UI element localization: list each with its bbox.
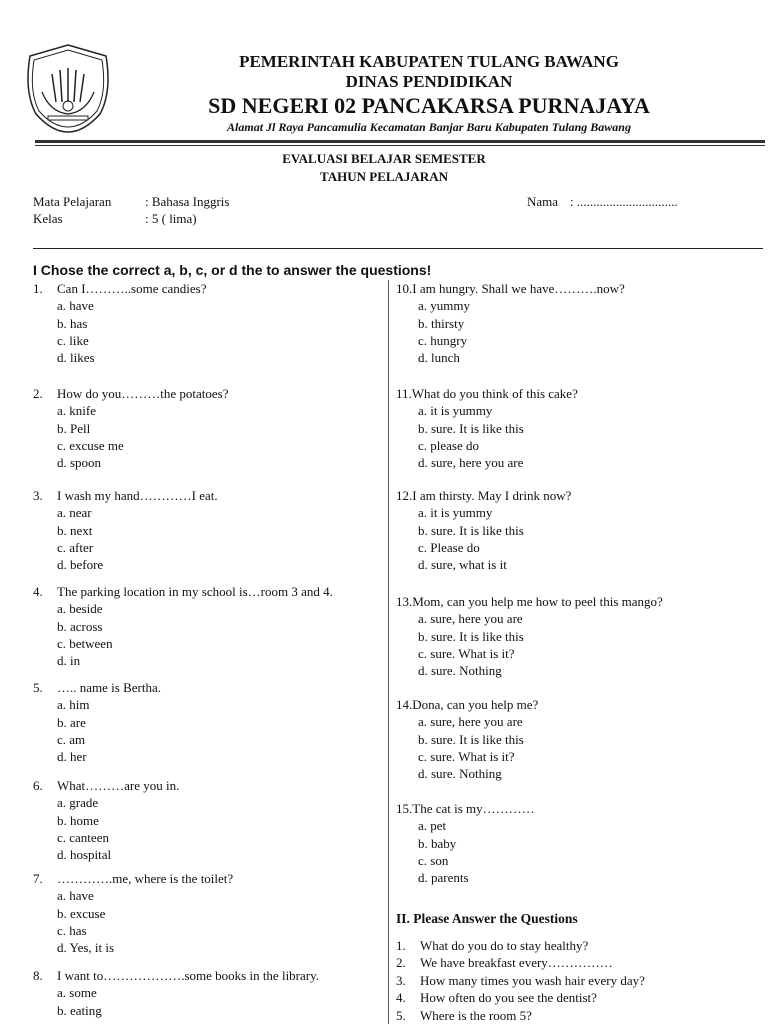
question-12 (396, 487, 571, 573)
essay-question (396, 972, 645, 989)
essay-question (396, 937, 588, 954)
question-text: The parking location in my school is…room 3 and 4. (57, 584, 333, 599)
question-number: 11. (396, 386, 412, 401)
answer-option[interactable]: b. home (57, 812, 99, 828)
subject-value: : Bahasa Inggris (145, 194, 230, 209)
answer-option[interactable]: d. sure. Nothing (418, 663, 502, 679)
class-value: : 5 ( lima) (145, 211, 197, 226)
section-1-heading: I Chose the correct a, b, c, or d the to answer the questions! (33, 262, 432, 278)
question-3 (33, 487, 218, 573)
answer-option[interactable]: c. sure. What is it? (418, 645, 515, 661)
question-number: 14. (396, 697, 413, 712)
answer-option[interactable]: a. yummy (418, 298, 470, 314)
header-address: Alamat Jl Raya Pancamulia Kecamatan Banjar Baru Kabupaten Tulang Bawang (227, 120, 631, 134)
question-number: 6. (33, 778, 43, 793)
answer-option[interactable]: d. hospital (57, 847, 112, 863)
question-stem (396, 280, 625, 297)
question-stem (33, 487, 218, 504)
question-text: The cat is my………… (412, 801, 535, 816)
question-text: How do you………the potatoes? (57, 386, 229, 401)
answer-option[interactable]: c. between (57, 635, 113, 651)
question-text: I am thirsty. May I drink now? (412, 488, 572, 503)
answer-option[interactable]: b. sure. It is like this (418, 522, 524, 538)
question-stem (396, 385, 578, 402)
question-number: 12. (396, 488, 413, 503)
answer-option[interactable]: d. lunch (418, 350, 460, 366)
question-text: I wash my hand…………I eat. (57, 488, 218, 503)
answer-option[interactable]: b. are (57, 714, 86, 730)
question-7 (33, 870, 233, 956)
question-5 (33, 679, 161, 765)
question-text: Mom, can you help me how to peel this mango? (412, 594, 663, 609)
question-stem (396, 593, 663, 610)
essay-text: How often do you see the dentist? (420, 990, 597, 1006)
answer-option[interactable]: c. am (57, 731, 86, 747)
answer-option[interactable]: b. excuse (57, 905, 106, 921)
subject-label: Mata Pelajaran (33, 194, 112, 209)
class-label: Kelas (33, 211, 63, 226)
question-stem (396, 487, 571, 504)
question-text: What………are you in. (57, 778, 180, 793)
answer-option[interactable]: c. canteen (57, 829, 109, 845)
header-department: DINAS PENDIDIKAN (345, 72, 513, 91)
answer-option[interactable]: a. near (57, 505, 92, 521)
essay-text: We have breakfast every…………… (420, 955, 613, 971)
answer-option[interactable]: c. Please do (418, 539, 480, 555)
answer-option[interactable]: c. like (57, 332, 89, 348)
answer-option[interactable]: b. sure. It is like this (418, 628, 524, 644)
answer-option[interactable]: a. pet (418, 818, 447, 834)
question-text: ….. name is Bertha. (57, 680, 161, 695)
answer-option[interactable]: a. knife (57, 403, 96, 419)
question-number: 15. (396, 801, 413, 816)
question-text: ………….me, where is the toilet? (57, 871, 234, 886)
question-number: 13. (396, 594, 413, 609)
question-text: Can I………..some candies? (57, 281, 207, 296)
answer-option[interactable]: c. hungry (418, 332, 468, 348)
section-2-heading: II. Please Answer the Questions (396, 911, 578, 926)
essay-question (396, 954, 613, 971)
answer-option[interactable]: a. sure, here you are (418, 611, 523, 627)
answer-option[interactable]: c. has (57, 922, 87, 938)
answer-option[interactable]: c. sure. What is it? (418, 748, 515, 764)
answer-option[interactable]: c. please do (418, 437, 480, 453)
question-4 (33, 583, 333, 669)
question-stem (396, 800, 535, 817)
info-divider (33, 248, 763, 249)
essay-text: What do you do to stay healthy? (420, 938, 589, 953)
answer-option[interactable]: b. Pell (57, 420, 91, 436)
answer-option[interactable]: a. have (57, 298, 94, 314)
answer-option[interactable]: d. Yes, it is (57, 940, 115, 956)
answer-option[interactable]: b. next (57, 522, 93, 538)
question-6 (33, 777, 179, 863)
question-15 (396, 800, 535, 886)
answer-option[interactable]: c. after (57, 539, 94, 555)
answer-option[interactable]: c. excuse me (57, 437, 124, 453)
header-government: PEMERINTAH KABUPATEN TULANG BAWANG (239, 52, 619, 71)
question-stem (33, 967, 319, 984)
column-divider (388, 280, 389, 1024)
essay-number: 2. (396, 955, 406, 971)
question-stem (33, 679, 161, 696)
answer-option[interactable]: d. sure, here you are (418, 455, 524, 471)
answer-option[interactable]: a. it is yummy (418, 505, 493, 521)
question-text: What do you think of this cake? (411, 386, 578, 401)
question-stem (33, 385, 229, 402)
essay-number: 4. (396, 990, 406, 1006)
essay-number: 1. (396, 938, 406, 953)
exam-title: EVALUASI BELAJAR SEMESTER (282, 151, 486, 166)
question-text: Dona, can you help me? (412, 697, 539, 712)
answer-option[interactable]: a. sure, here you are (418, 714, 523, 730)
question-number: 8. (33, 968, 43, 983)
answer-option[interactable]: d. before (57, 557, 104, 573)
essay-number: 5. (396, 1007, 406, 1023)
question-2 (33, 385, 229, 471)
answer-option[interactable]: c. son (418, 852, 449, 868)
answer-option[interactable]: d. spoon (57, 455, 102, 471)
question-number: 5. (33, 680, 43, 695)
question-10 (396, 280, 625, 366)
answer-option[interactable]: d. sure, what is it (418, 557, 507, 573)
answer-option[interactable]: a. beside (57, 601, 103, 617)
header-school-name: SD NEGERI 02 PANCAKARSA PURNAJAYA (208, 93, 650, 118)
answer-option[interactable]: b. sure. It is like this (418, 420, 524, 436)
exam-year: TAHUN PELAJARAN (320, 169, 448, 184)
essay-text: How many times you wash hair every day? (420, 972, 645, 988)
name-label: Nama (527, 194, 559, 209)
answer-option[interactable]: d. likes (57, 350, 95, 366)
answer-option[interactable]: a. him (57, 697, 90, 713)
question-8 (33, 967, 319, 1019)
question-13 (396, 593, 663, 679)
answer-option[interactable]: b. sure. It is like this (418, 731, 524, 747)
answer-option[interactable]: d. in (57, 653, 81, 669)
answer-option[interactable]: d. sure. Nothing (418, 766, 502, 782)
question-stem (33, 583, 333, 600)
header-divider-thin (35, 145, 765, 146)
answer-option[interactable]: a. it is yummy (418, 403, 493, 419)
question-stem (33, 777, 179, 794)
question-stem (33, 280, 206, 297)
question-1 (33, 280, 206, 366)
answer-option[interactable]: b. has (57, 315, 88, 331)
question-text: I want to……………….some books in the library. (57, 968, 320, 983)
answer-option[interactable]: b. across (57, 618, 103, 634)
question-number: 1. (33, 281, 43, 296)
answer-option[interactable]: d. her (57, 749, 87, 765)
essay-text: Where is the room 5? (420, 1007, 532, 1023)
question-14 (396, 696, 538, 782)
question-number: 2. (33, 386, 43, 401)
essay-question (396, 1007, 532, 1024)
answer-option[interactable]: a. have (57, 888, 94, 904)
header-divider (35, 140, 765, 143)
essay-question (396, 989, 597, 1006)
question-stem (33, 870, 233, 887)
essay-number: 3. (396, 972, 406, 988)
answer-option[interactable]: b. thirsty (418, 315, 465, 331)
answer-option[interactable]: a. some (57, 985, 97, 1001)
answer-option[interactable]: b. baby (418, 835, 457, 851)
answer-option[interactable]: a. grade (57, 795, 99, 811)
question-number: 10. (396, 281, 413, 296)
question-number: 3. (33, 488, 43, 503)
name-field[interactable]: : ............................... (570, 194, 678, 209)
answer-option[interactable]: b. eating (57, 1002, 102, 1018)
question-text: I am hungry. Shall we have……….now? (412, 281, 625, 296)
answer-option[interactable]: d. parents (418, 870, 469, 886)
question-stem (396, 696, 538, 713)
question-number: 7. (33, 871, 43, 886)
question-11 (396, 385, 578, 471)
question-number: 4. (33, 584, 43, 599)
